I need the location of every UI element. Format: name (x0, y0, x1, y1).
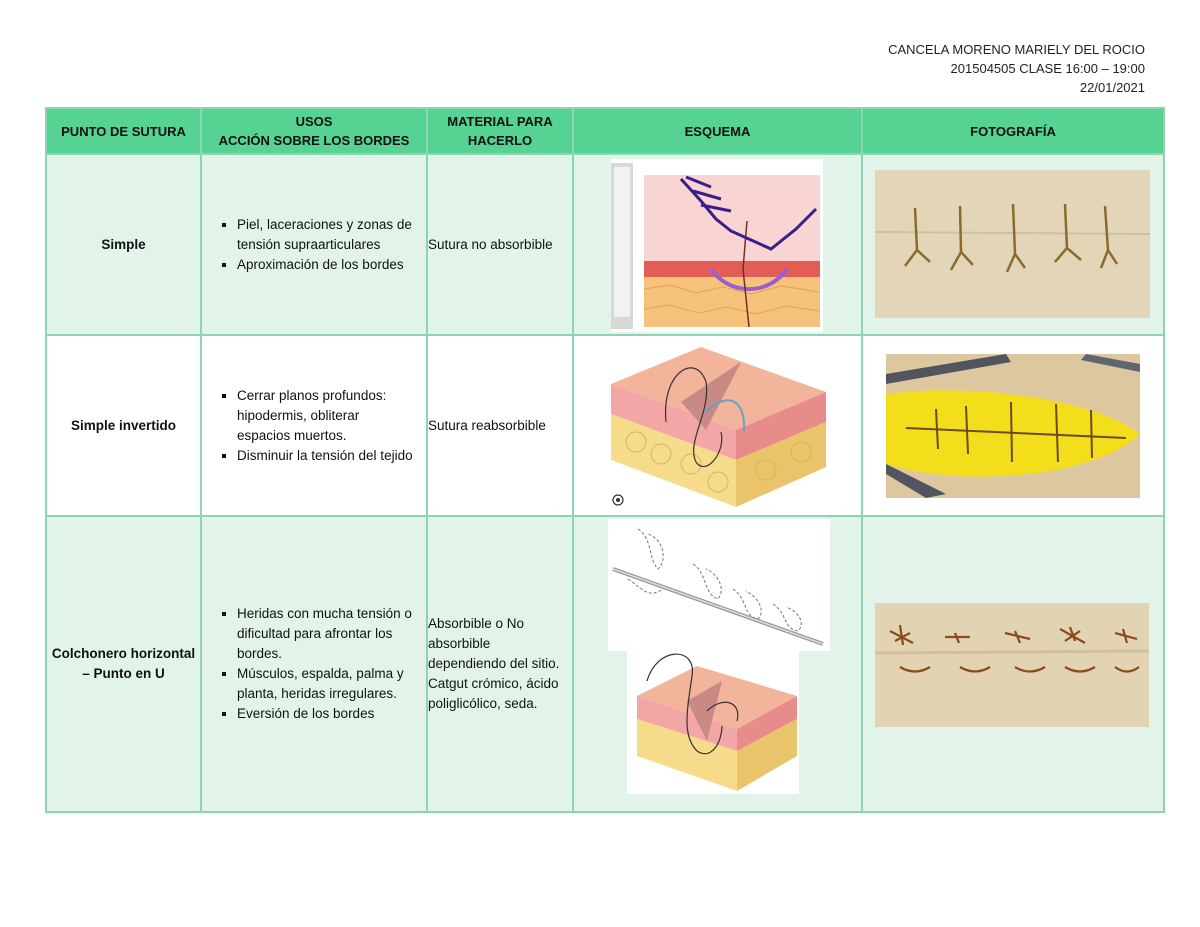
simple-suture-diagram (611, 159, 823, 332)
uses-cell (201, 154, 427, 335)
scheme-cell (573, 516, 862, 812)
uses-item: ▪ Eversión de los bordes (237, 704, 414, 724)
table-header-row (46, 108, 1164, 154)
header-material-line2: HACERLO (467, 133, 533, 148)
suture-name: Simple (46, 154, 201, 335)
uses-list (202, 604, 426, 724)
table-row (46, 335, 1164, 516)
header-usos-line1: USOS (295, 114, 333, 129)
suture-table (45, 107, 1165, 813)
photo-cell (862, 516, 1164, 812)
author-name: CANCELA MORENO MARIELY DEL ROCIO (888, 42, 1145, 57)
photo-cell (862, 154, 1164, 335)
material-cell: Sutura reabsorbible (427, 335, 573, 516)
material-line: Absorbible o No absorbible dependiendo del sitio. (428, 616, 560, 671)
uses-item: ▪ Aproximación de los bordes (237, 255, 414, 275)
header-fotografia: FOTOGRAFÍA (862, 108, 1164, 154)
table-row (46, 154, 1164, 335)
inverted-suture-photo (886, 354, 1140, 498)
document-header (888, 40, 1145, 97)
material-cell: Sutura no absorbible (427, 154, 573, 335)
header-material-line1: MATERIAL PARA (447, 114, 553, 129)
material-line: Catgut crómico, ácido poliglicólico, seda. (428, 676, 559, 711)
header-esquema: ESQUEMA (573, 108, 862, 154)
uses-item: ▪ Cerrar planos profundos: hipodermis, obliterar espacios muertos. (237, 386, 414, 446)
uses-cell (201, 516, 427, 812)
simple-suture-photo (875, 170, 1150, 318)
scheme-cell (573, 335, 862, 516)
photo-cell (862, 335, 1164, 516)
uses-item: ▪ Músculos, espalda, palma y planta, heridas irregulares. (237, 664, 414, 704)
uses-list (202, 215, 426, 275)
header-usos (201, 108, 427, 154)
header-punto: PUNTO DE SUTURA (46, 108, 201, 154)
uses-cell (201, 335, 427, 516)
uses-list (202, 386, 426, 466)
suture-name: Simple invertido (46, 335, 201, 516)
scheme-cell (573, 154, 862, 335)
uses-item: ▪ Piel, laceraciones y zonas de tensión supraarticulares (237, 215, 414, 255)
document-date: 22/01/2021 (1079, 80, 1145, 95)
header-material (427, 108, 573, 154)
inverted-suture-diagram (606, 342, 834, 512)
table-row (46, 516, 1164, 812)
student-id-schedule: 201504505 CLASE 16:00 – 19:00 (950, 61, 1145, 76)
uses-item: ▪ Heridas con mucha tensión o dificultad para afrontar los bordes. (237, 604, 414, 664)
mattress-suture-block-diagram (627, 651, 799, 794)
mattress-suture-photo (875, 603, 1149, 727)
mattress-suture-line-diagram (608, 519, 830, 651)
suture-name: Colchonero horizontal – Punto en U (46, 516, 201, 812)
uses-item: ▪ Disminuir la tensión del tejido (237, 446, 414, 466)
material-cell (427, 516, 573, 812)
header-usos-line2: ACCIÓN SOBRE LOS BORDES (218, 133, 410, 148)
